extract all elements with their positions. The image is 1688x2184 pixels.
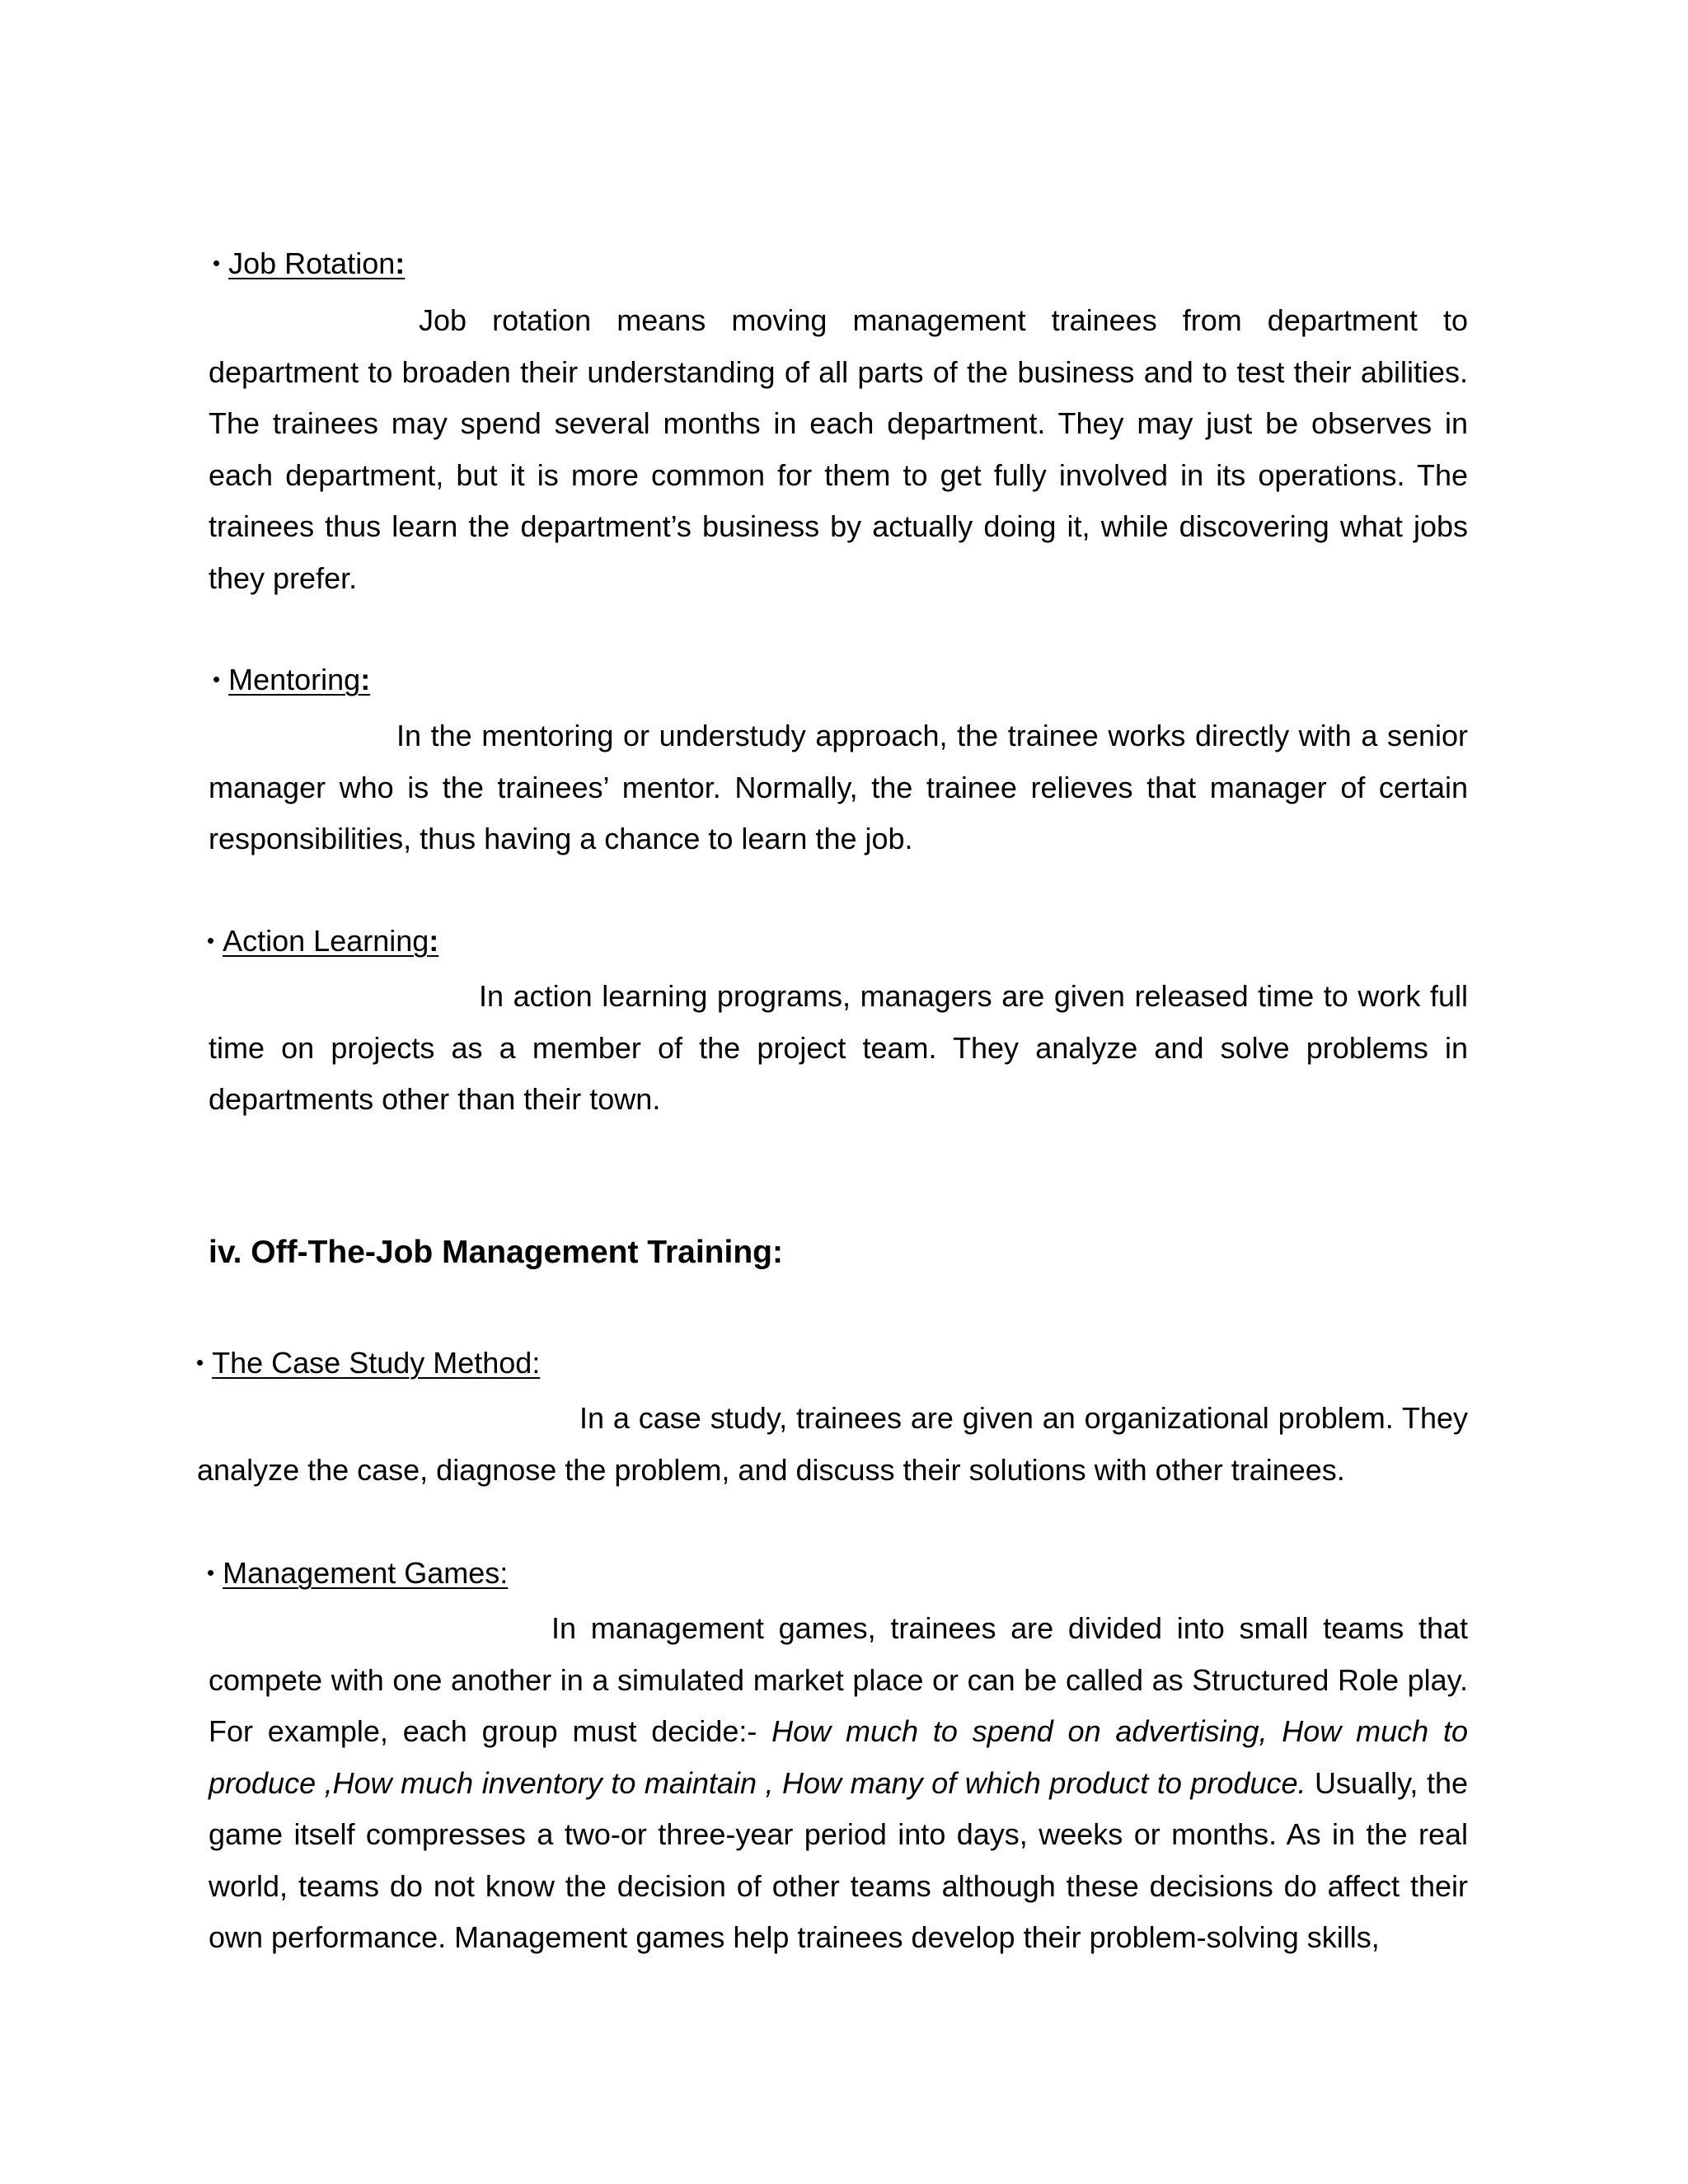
mentoring-paragraph: In the mentoring or understudy approach, the trainee works directly with a senior manager who is the trainees’ mentor. Normally, the trainee relieves that manager of certain responsibilities, thus having a chance to learn the job. [209,719,1468,855]
management-games-italic-text: How much to spend on advertising, How much to produce ,How much inventory to maintain , How many of which product to produce. [209,1714,1468,1800]
management-games-heading [207,1555,508,1593]
management-games-text-1: In management games, trainees are divided into small teams that compete with one another in a simulated market place or can be called as Structured Role play. For example, each group must decide:- [209,1611,1468,1748]
mentoring-label: Mentoring [228,663,361,696]
action-learning-heading [207,923,438,961]
bullet-icon: • [213,251,221,276]
bullet-icon: • [207,928,215,954]
bullet-icon: • [213,667,221,692]
management-games-text-2: Usually, the game itself compresses a two-or three-year period into days, weeks or months. As in the real world, teams do not know the decision of other teams although these decisions do affect their own performance. Management games help trainees develop their problem-solving skills, [209,1765,1469,1954]
mentoring-heading [213,662,370,700]
management-games-paragraph [209,1603,1468,1964]
section-title: iv. Off-The-Job Management Training: [209,1235,783,1270]
job-rotation-heading [213,246,405,284]
action-learning-label: Action Learning [223,924,429,958]
job-rotation-label: Job Rotation [228,246,396,280]
mentoring-colon: : [360,663,371,696]
job-rotation-colon: : [395,246,406,280]
action-learning-paragraph: In action learning programs, managers are given released time to work full time on projects as a member of the project team. They analyze and solve problems in departments other than their town. [209,979,1468,1116]
bullet-icon: • [196,1350,204,1376]
case-study-paragraph: In a case study, trainees are given an organizational problem. They analyze the case, diagnose the problem, and discuss their solutions with other trainees. [197,1401,1468,1487]
case-study-label: The Case Study Method: [212,1346,541,1380]
management-games-label: Management Games: [223,1556,509,1590]
job-rotation-paragraph: Job rotation means moving management trainees from department to department to broaden their understanding of all parts of the business and to test their abilities. The trainees may spend several months in each department. They may just be observes in each department, but it is more common for them to get fully involved in its operations. The trainees thus learn the department’s business by actually doing it, while discovering what jobs they prefer. [209,303,1468,595]
case-study-heading [196,1345,540,1383]
bullet-icon: • [207,1560,215,1586]
action-learning-colon: : [429,924,439,958]
